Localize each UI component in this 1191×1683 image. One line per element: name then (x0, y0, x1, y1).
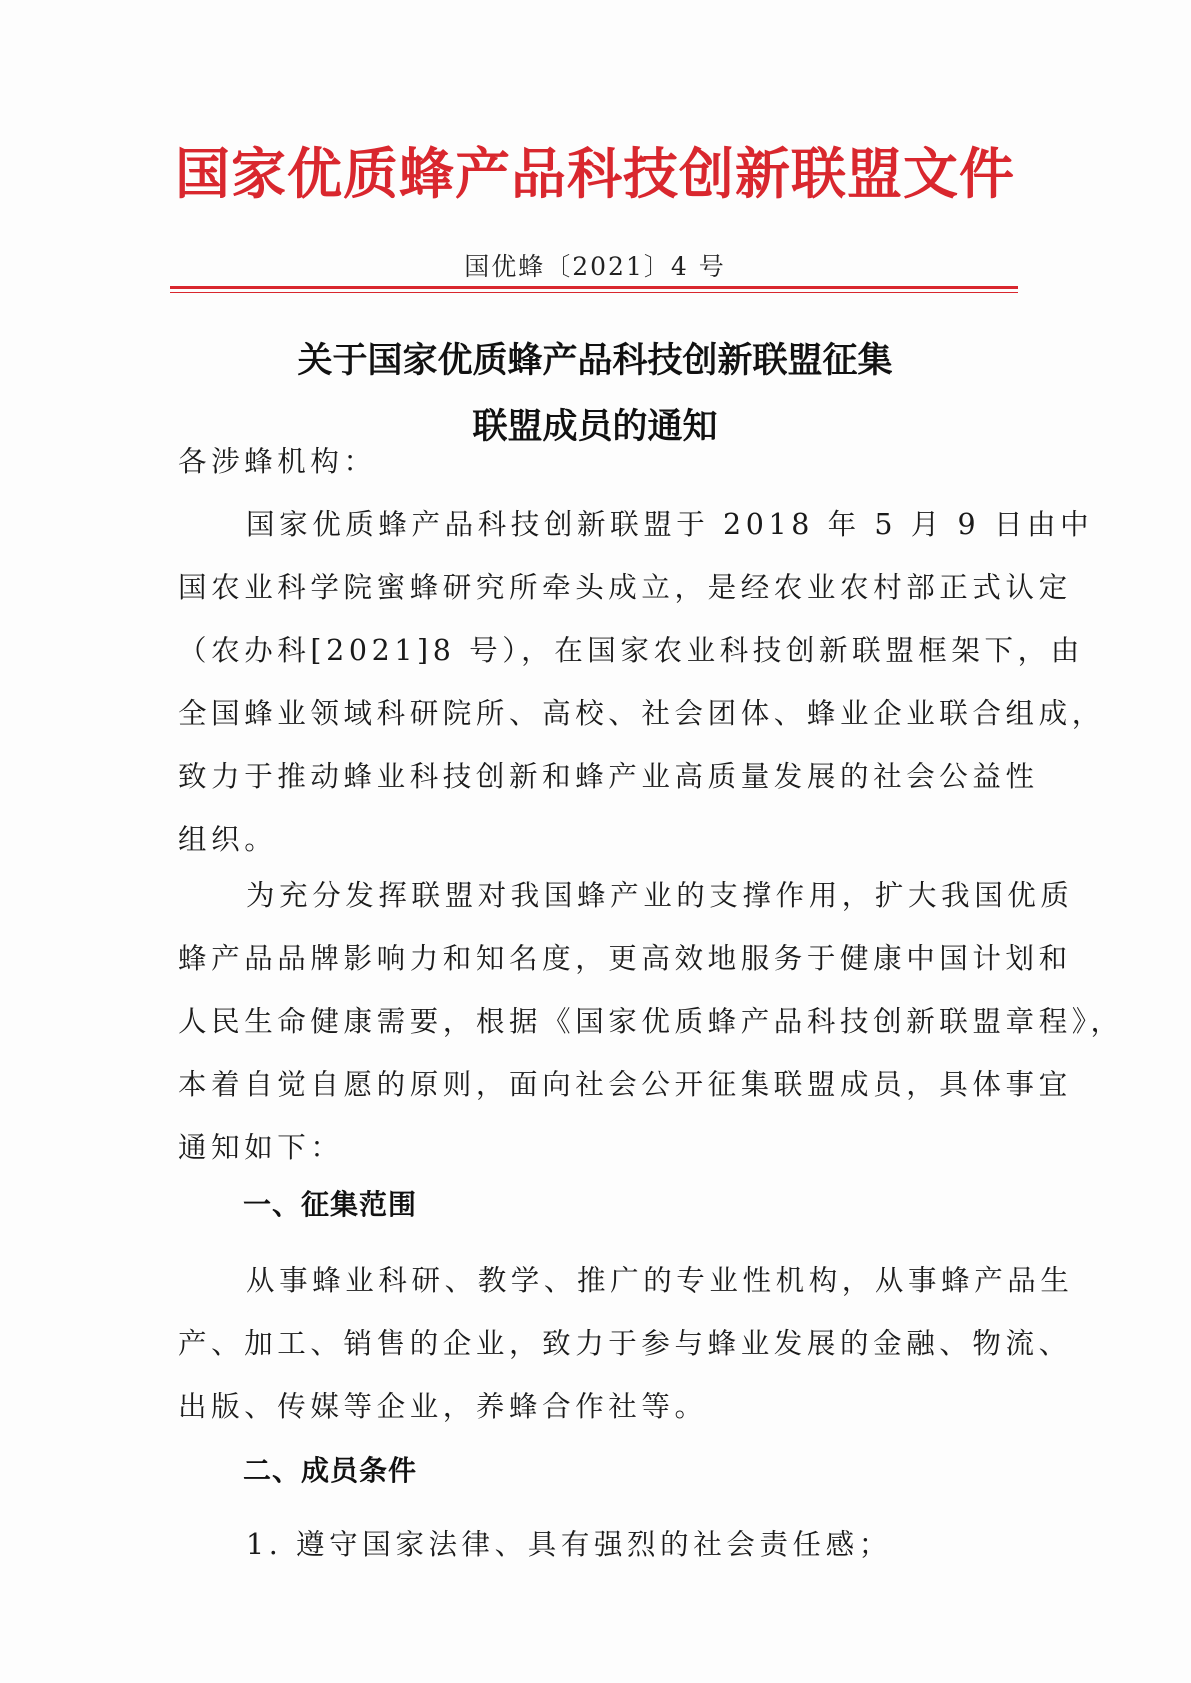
paragraph-1-line: 组织。 (178, 823, 278, 856)
section-1-line: 从事蜂业科研、教学、推广的专业性机构，从事蜂产品生 (246, 1264, 1074, 1297)
paragraph-2-line: 蜂产品品牌影响力和知名度，更高效地服务于健康中国计划和 (178, 942, 1072, 975)
paragraph-2 (178, 864, 1124, 1179)
section-2-heading: 二、成员条件 (243, 1454, 418, 1487)
document-number: 国优蜂〔2021〕4 号 (464, 252, 726, 281)
header-divider-thin (170, 292, 1018, 293)
section-2-item-1: 1. 遵守国家法律、具有强烈的社会责任感； (246, 1528, 892, 1561)
paragraph-2-line: 人民生命健康需要，根据《国家优质蜂产品科技创新联盟章程》， (178, 1005, 1124, 1038)
paragraph-2-line: 通知如下： (178, 1131, 344, 1164)
section-1-heading: 一、征集范围 (243, 1188, 418, 1221)
section-1-line: 出版、传媒等企业，养蜂合作社等。 (178, 1390, 708, 1423)
salutation-text: 各涉蜂机构： (178, 445, 377, 478)
paragraph-1 (178, 493, 1105, 871)
paragraph-1-line: 全国蜂业领域科研院所、高校、社会团体、蜂业企业联合组成， (178, 697, 1105, 730)
paragraph-1-line: 致力于推动蜂业科技创新和蜂产业高质量发展的社会公益性 (178, 760, 1039, 793)
section-1-body (178, 1249, 1074, 1438)
salutation (178, 430, 1014, 493)
document-title-line-1: 关于国家优质蜂产品科技创新联盟征集 (297, 341, 893, 381)
org-header-title: 国家优质蜂产品科技创新联盟文件 (174, 141, 1015, 206)
paragraph-1-line: （农办科[2021]8 号），在国家农业科技创新联盟框架下，由 (178, 634, 1084, 667)
paragraph-2-line: 本着自觉自愿的原则，面向社会公开征集联盟成员，具体事宜 (178, 1068, 1072, 1101)
header-divider (170, 286, 1018, 289)
paragraph-2-line: 为充分发挥联盟对我国蜂产业的支撑作用，扩大我国优质 (246, 879, 1074, 912)
section-1-line: 产、加工、销售的企业，致力于参与蜂业发展的金融、物流、 (178, 1327, 1072, 1360)
section-2-body (178, 1513, 1014, 1576)
paragraph-1-line: 国农业科学院蜜蜂研究所牵头成立，是经农业农村部正式认定 (178, 571, 1072, 604)
document-title-line-2: 联盟成员的通知 (472, 407, 718, 447)
paragraph-1-line: 国家优质蜂产品科技创新联盟于 2018 年 5 月 9 日由中 (246, 508, 1094, 541)
